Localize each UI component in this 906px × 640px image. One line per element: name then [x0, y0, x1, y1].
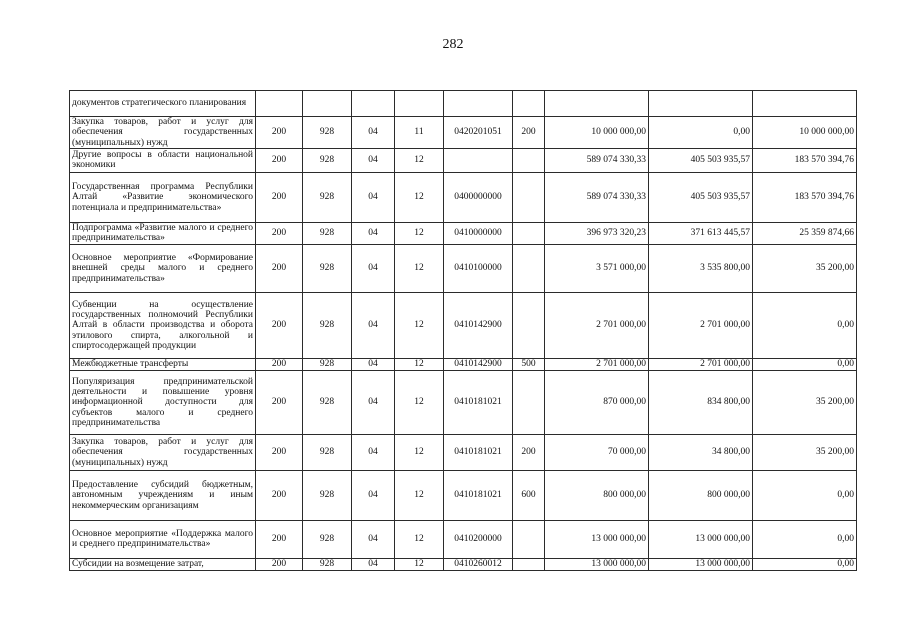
cell-sum2 — [649, 91, 753, 117]
cell-sum1: 2 701 000,00 — [545, 292, 649, 358]
cell-vr — [513, 292, 545, 358]
cell-sum2: 0,00 — [649, 117, 753, 149]
cell-csr: 0410181021 — [444, 470, 513, 520]
cell-code — [256, 91, 303, 117]
cell-sum1: 10 000 000,00 — [545, 117, 649, 149]
cell-grbs: 928 — [303, 244, 352, 292]
cell-grbs: 928 — [303, 172, 352, 222]
cell-sum1: 589 074 330,33 — [545, 148, 649, 172]
cell-pr: 12 — [395, 292, 444, 358]
cell-sum2: 800 000,00 — [649, 470, 753, 520]
table-row — [70, 520, 857, 558]
cell-code: 200 — [256, 470, 303, 520]
cell-csr: 0410142900 — [444, 292, 513, 358]
cell-sum1: 800 000,00 — [545, 470, 649, 520]
cell-sum2: 3 535 800,00 — [649, 244, 753, 292]
cell-name: Основное мероприятие «Поддержка малого и среднего предпринимательства» — [70, 520, 256, 558]
table-row — [70, 222, 857, 244]
table-row — [70, 91, 857, 117]
cell-pr: 12 — [395, 172, 444, 222]
cell-name: Популяризация предпринимательской деятельности и повышение уровня информационной доступности для субъектов малого и среднего предпринимательства — [70, 370, 256, 434]
cell-csr: 0410181021 — [444, 370, 513, 434]
cell-vr: 200 — [513, 117, 545, 149]
cell-pr: 12 — [395, 358, 444, 370]
table-row — [70, 244, 857, 292]
cell-vr: 600 — [513, 470, 545, 520]
cell-sum1: 13 000 000,00 — [545, 558, 649, 570]
cell-rz: 04 — [352, 292, 395, 358]
cell-code: 200 — [256, 292, 303, 358]
cell-pr: 12 — [395, 244, 444, 292]
table-row — [70, 470, 857, 520]
cell-sum3: 0,00 — [753, 358, 857, 370]
table-row — [70, 172, 857, 222]
cell-code: 200 — [256, 558, 303, 570]
cell-sum1: 3 571 000,00 — [545, 244, 649, 292]
cell-pr — [395, 91, 444, 117]
cell-sum3: 10 000 000,00 — [753, 117, 857, 149]
cell-code: 200 — [256, 222, 303, 244]
cell-sum3: 0,00 — [753, 470, 857, 520]
cell-csr — [444, 91, 513, 117]
cell-rz: 04 — [352, 358, 395, 370]
cell-name: Государственная программа Республики Алтай «Развитие экономического потенциала и предпринимательства» — [70, 172, 256, 222]
cell-grbs: 928 — [303, 117, 352, 149]
cell-sum1: 396 973 320,23 — [545, 222, 649, 244]
cell-pr: 12 — [395, 520, 444, 558]
cell-code: 200 — [256, 370, 303, 434]
budget-table — [69, 90, 857, 571]
cell-csr: 0410200000 — [444, 520, 513, 558]
cell-csr: 0400000000 — [444, 172, 513, 222]
cell-code: 200 — [256, 148, 303, 172]
cell-vr — [513, 148, 545, 172]
cell-csr: 0410260012 — [444, 558, 513, 570]
cell-rz: 04 — [352, 148, 395, 172]
cell-sum2: 371 613 445,57 — [649, 222, 753, 244]
page-number: 282 — [442, 37, 464, 52]
cell-sum1: 13 000 000,00 — [545, 520, 649, 558]
cell-sum3: 35 200,00 — [753, 370, 857, 434]
cell-rz: 04 — [352, 520, 395, 558]
table-row — [70, 148, 857, 172]
cell-name: Другие вопросы в области национальной экономики — [70, 148, 256, 172]
table-row — [70, 370, 857, 434]
cell-csr: 0420201051 — [444, 117, 513, 149]
cell-vr — [513, 558, 545, 570]
cell-sum3 — [753, 91, 857, 117]
cell-rz: 04 — [352, 117, 395, 149]
cell-pr: 12 — [395, 222, 444, 244]
cell-grbs: 928 — [303, 434, 352, 470]
cell-sum3: 183 570 394,76 — [753, 172, 857, 222]
cell-sum2: 405 503 935,57 — [649, 148, 753, 172]
cell-sum3: 35 200,00 — [753, 434, 857, 470]
cell-rz: 04 — [352, 172, 395, 222]
cell-sum2: 405 503 935,57 — [649, 172, 753, 222]
cell-sum1: 2 701 000,00 — [545, 358, 649, 370]
cell-pr: 11 — [395, 117, 444, 149]
cell-rz — [352, 91, 395, 117]
cell-vr — [513, 91, 545, 117]
cell-pr: 12 — [395, 370, 444, 434]
cell-code: 200 — [256, 358, 303, 370]
cell-pr: 12 — [395, 434, 444, 470]
cell-name: Субвенции на осуществление государственных полномочий Республики Алтай в области производства и оборота этилового спирта, алкогольной и спиртосодержащей продукции — [70, 292, 256, 358]
cell-sum2: 13 000 000,00 — [649, 558, 753, 570]
cell-grbs: 928 — [303, 292, 352, 358]
cell-sum3: 35 200,00 — [753, 244, 857, 292]
cell-sum3: 0,00 — [753, 292, 857, 358]
cell-name: Закупка товаров, работ и услуг для обеспечения государственных (муниципальных) нужд — [70, 434, 256, 470]
cell-code: 200 — [256, 172, 303, 222]
table-row — [70, 292, 857, 358]
cell-name: Субсидии на возмещение затрат, — [70, 558, 256, 570]
cell-vr — [513, 222, 545, 244]
cell-sum2: 13 000 000,00 — [649, 520, 753, 558]
cell-csr — [444, 148, 513, 172]
cell-sum1: 70 000,00 — [545, 434, 649, 470]
cell-name: Межбюджетные трансферты — [70, 358, 256, 370]
cell-csr: 0410142900 — [444, 358, 513, 370]
cell-rz: 04 — [352, 470, 395, 520]
cell-code: 200 — [256, 520, 303, 558]
cell-rz: 04 — [352, 222, 395, 244]
table-row — [70, 558, 857, 570]
cell-rz: 04 — [352, 558, 395, 570]
cell-grbs: 928 — [303, 148, 352, 172]
cell-sum3: 183 570 394,76 — [753, 148, 857, 172]
cell-sum2: 34 800,00 — [649, 434, 753, 470]
cell-rz: 04 — [352, 434, 395, 470]
cell-vr — [513, 370, 545, 434]
cell-grbs: 928 — [303, 470, 352, 520]
cell-name: Основное мероприятие «Формирование внешней среды малого и среднего предпринимательства» — [70, 244, 256, 292]
cell-grbs: 928 — [303, 222, 352, 244]
table-row — [70, 434, 857, 470]
cell-sum3: 0,00 — [753, 558, 857, 570]
cell-pr: 12 — [395, 148, 444, 172]
cell-grbs: 928 — [303, 558, 352, 570]
cell-code: 200 — [256, 244, 303, 292]
cell-sum1: 870 000,00 — [545, 370, 649, 434]
table-row — [70, 358, 857, 370]
table-row — [70, 117, 857, 149]
cell-grbs — [303, 91, 352, 117]
cell-name: документов стратегического планирования — [70, 91, 256, 117]
cell-vr: 500 — [513, 358, 545, 370]
cell-sum3: 25 359 874,66 — [753, 222, 857, 244]
cell-vr — [513, 244, 545, 292]
cell-csr: 0410181021 — [444, 434, 513, 470]
cell-name: Закупка товаров, работ и услуг для обеспечения государственных (муниципальных) нужд — [70, 117, 256, 149]
cell-pr: 12 — [395, 470, 444, 520]
cell-sum1: 589 074 330,33 — [545, 172, 649, 222]
cell-name: Подпрограмма «Развитие малого и среднего предпринимательства» — [70, 222, 256, 244]
cell-csr: 0410100000 — [444, 244, 513, 292]
cell-grbs: 928 — [303, 370, 352, 434]
cell-rz: 04 — [352, 244, 395, 292]
cell-grbs: 928 — [303, 520, 352, 558]
cell-name: Предоставление субсидий бюджетным, автономным учреждениям и иным некоммерческим организациям — [70, 470, 256, 520]
cell-code: 200 — [256, 434, 303, 470]
cell-sum3: 0,00 — [753, 520, 857, 558]
cell-csr: 0410000000 — [444, 222, 513, 244]
cell-code: 200 — [256, 117, 303, 149]
cell-sum2: 2 701 000,00 — [649, 358, 753, 370]
cell-sum2: 2 701 000,00 — [649, 292, 753, 358]
cell-grbs: 928 — [303, 358, 352, 370]
cell-vr: 200 — [513, 434, 545, 470]
cell-vr — [513, 520, 545, 558]
cell-sum2: 834 800,00 — [649, 370, 753, 434]
cell-rz: 04 — [352, 370, 395, 434]
cell-sum1 — [545, 91, 649, 117]
cell-pr: 12 — [395, 558, 444, 570]
cell-vr — [513, 172, 545, 222]
